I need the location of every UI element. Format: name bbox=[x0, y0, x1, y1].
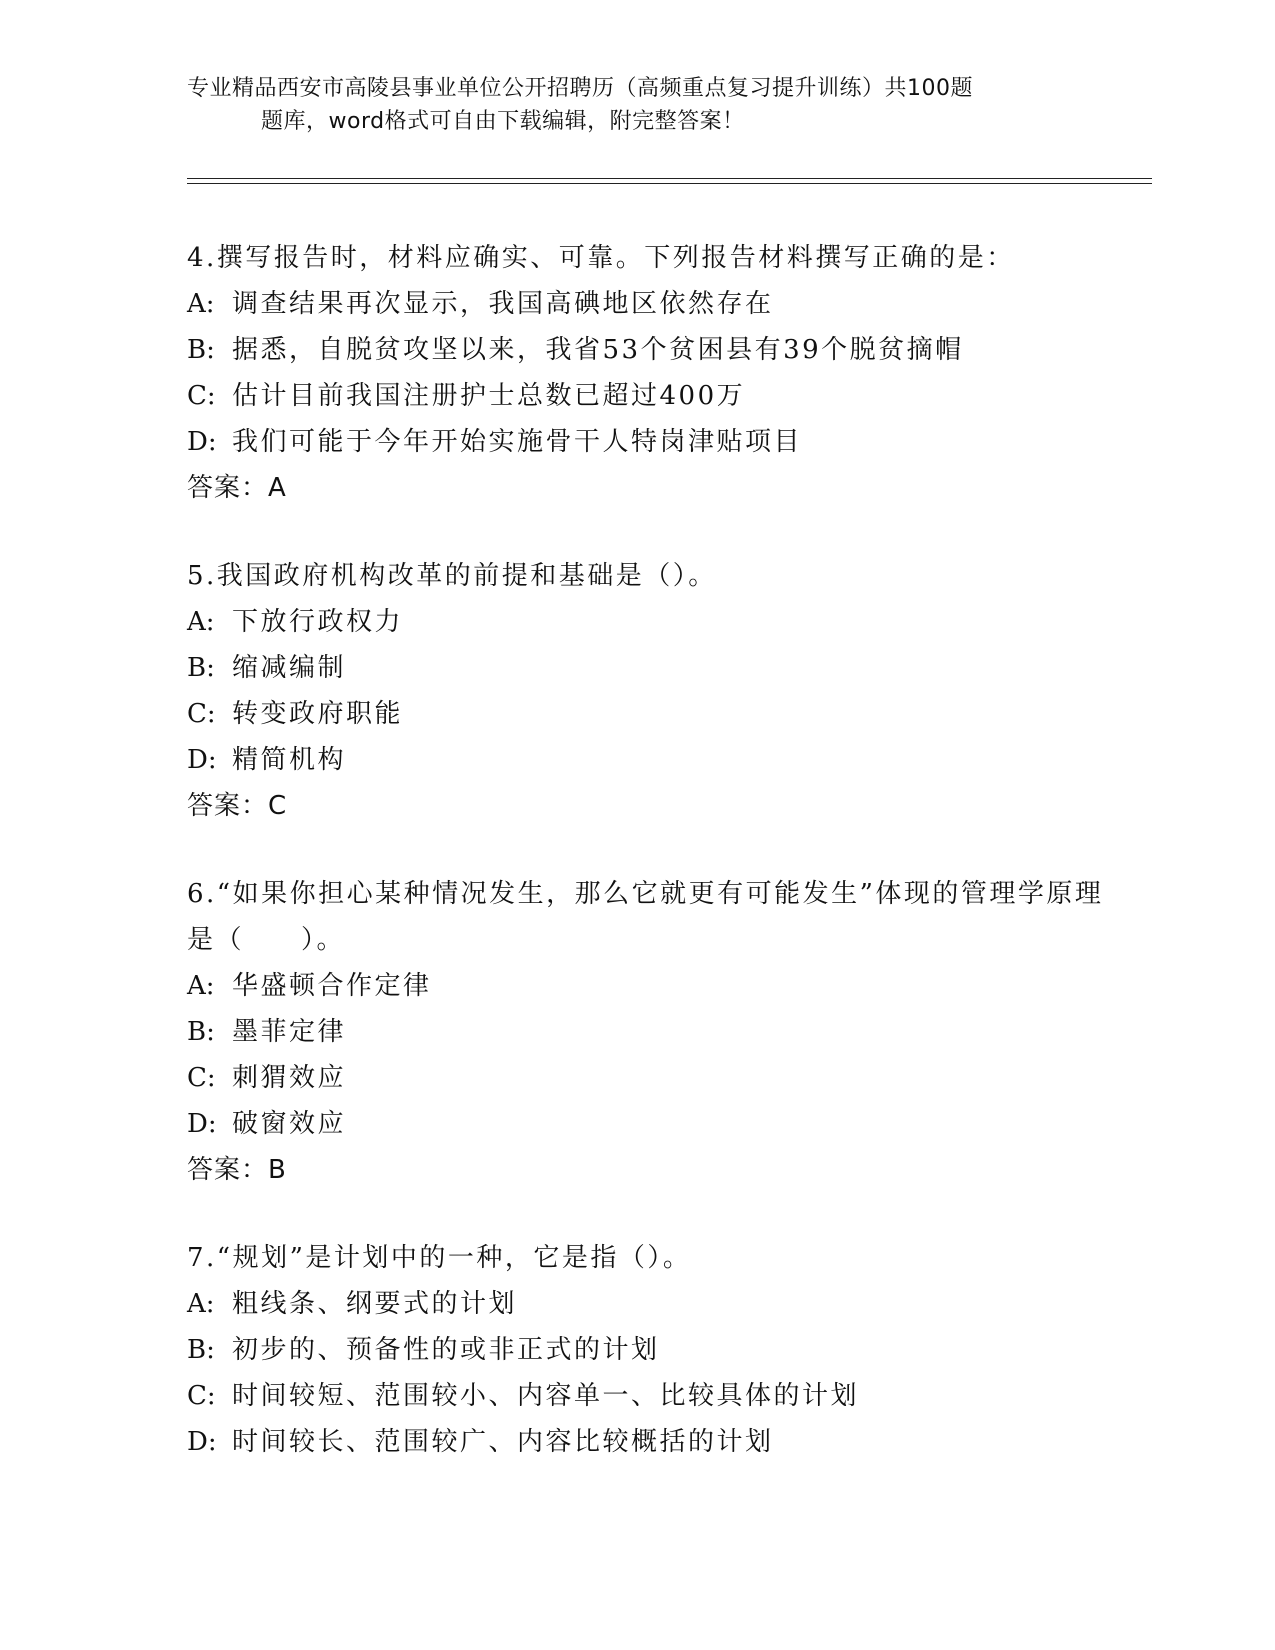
question-text: 5.我国政府机构改革的前提和基础是（）。 bbox=[187, 561, 717, 591]
option-text: 精简机构 bbox=[232, 745, 347, 775]
option-text: 时间较短、范围较小、内容单一、比较具体的计划 bbox=[232, 1381, 860, 1411]
option-key: B: bbox=[187, 335, 215, 365]
question-list bbox=[187, 235, 1117, 1507]
question-5 bbox=[187, 553, 1117, 829]
option-text: 刺猬效应 bbox=[232, 1063, 347, 1093]
question-text: 7.“规划”是计划中的一种，它是指（）。 bbox=[187, 1243, 692, 1273]
option-text: 华盛顿合作定律 bbox=[232, 971, 432, 1001]
option-c bbox=[187, 1373, 1117, 1419]
option-b bbox=[187, 1327, 1117, 1373]
header-title-line-1: 专业精品西安市高陵县事业单位公开招聘历（高频重点复习提升训练）共100题 bbox=[187, 76, 973, 101]
option-a bbox=[187, 599, 1117, 645]
option-c bbox=[187, 1055, 1117, 1101]
option-text: 破窗效应 bbox=[232, 1109, 347, 1139]
option-d bbox=[187, 1419, 1117, 1465]
option-text: 初步的、预备性的或非正式的计划 bbox=[232, 1335, 660, 1365]
option-a bbox=[187, 1281, 1117, 1327]
option-b bbox=[187, 1009, 1117, 1055]
option-key: C: bbox=[187, 699, 216, 729]
option-text: 调查结果再次显示，我国高碘地区依然存在 bbox=[232, 289, 774, 319]
option-key: A: bbox=[187, 607, 215, 637]
question-text: 4.撰写报告时，材料应确实、可靠。下列报告材料撰写正确的是： bbox=[187, 243, 1015, 273]
option-text: 据悉，自脱贫攻坚以来，我省53个贫困县有39个脱贫摘帽 bbox=[232, 335, 964, 365]
question-6 bbox=[187, 871, 1117, 1193]
option-key: B: bbox=[187, 1017, 215, 1047]
answer-label: 答案：A bbox=[187, 473, 287, 503]
option-d bbox=[187, 737, 1117, 783]
option-text: 缩减编制 bbox=[232, 653, 347, 683]
option-b bbox=[187, 645, 1117, 691]
option-c bbox=[187, 691, 1117, 737]
option-text: 时间较长、范围较广、内容比较概括的计划 bbox=[232, 1427, 774, 1457]
option-text: 下放行政权力 bbox=[232, 607, 404, 637]
answer-label: 答案：B bbox=[187, 1155, 287, 1185]
option-text: 粗线条、纲要式的计划 bbox=[232, 1289, 518, 1319]
option-text: 估计目前我国注册护士总数已超过400万 bbox=[232, 381, 746, 411]
option-key: B: bbox=[187, 1335, 215, 1365]
option-key: C: bbox=[187, 381, 216, 411]
option-text: 转变政府职能 bbox=[232, 699, 404, 729]
option-d bbox=[187, 1101, 1117, 1147]
header-divider-top bbox=[187, 178, 1152, 179]
option-key: D: bbox=[187, 745, 217, 775]
document-header bbox=[187, 72, 1047, 138]
option-key: D: bbox=[187, 1427, 217, 1457]
option-c bbox=[187, 373, 1117, 419]
option-key: A: bbox=[187, 289, 215, 319]
option-text: 我们可能于今年开始实施骨干人特岗津贴项目 bbox=[232, 427, 803, 457]
option-key: A: bbox=[187, 971, 215, 1001]
answer-label: 答案：C bbox=[187, 791, 288, 821]
option-b bbox=[187, 327, 1117, 373]
option-key: D: bbox=[187, 427, 217, 457]
option-text: 墨菲定律 bbox=[232, 1017, 347, 1047]
header-title-line-2: 题库，word格式可自由下载编辑，附完整答案！ bbox=[261, 109, 745, 134]
option-key: A: bbox=[187, 1289, 215, 1319]
option-key: D: bbox=[187, 1109, 217, 1139]
header-divider-bottom bbox=[187, 183, 1152, 184]
option-d bbox=[187, 419, 1117, 465]
question-text: 6.“如果你担心某种情况发生，那么它就更有可能发生”体现的管理学原理是（ ）。 bbox=[187, 879, 1104, 955]
option-key: C: bbox=[187, 1063, 216, 1093]
option-key: C: bbox=[187, 1381, 216, 1411]
option-key: B: bbox=[187, 653, 215, 683]
question-4 bbox=[187, 235, 1117, 511]
question-7 bbox=[187, 1235, 1117, 1465]
option-a bbox=[187, 963, 1117, 1009]
option-a bbox=[187, 281, 1117, 327]
